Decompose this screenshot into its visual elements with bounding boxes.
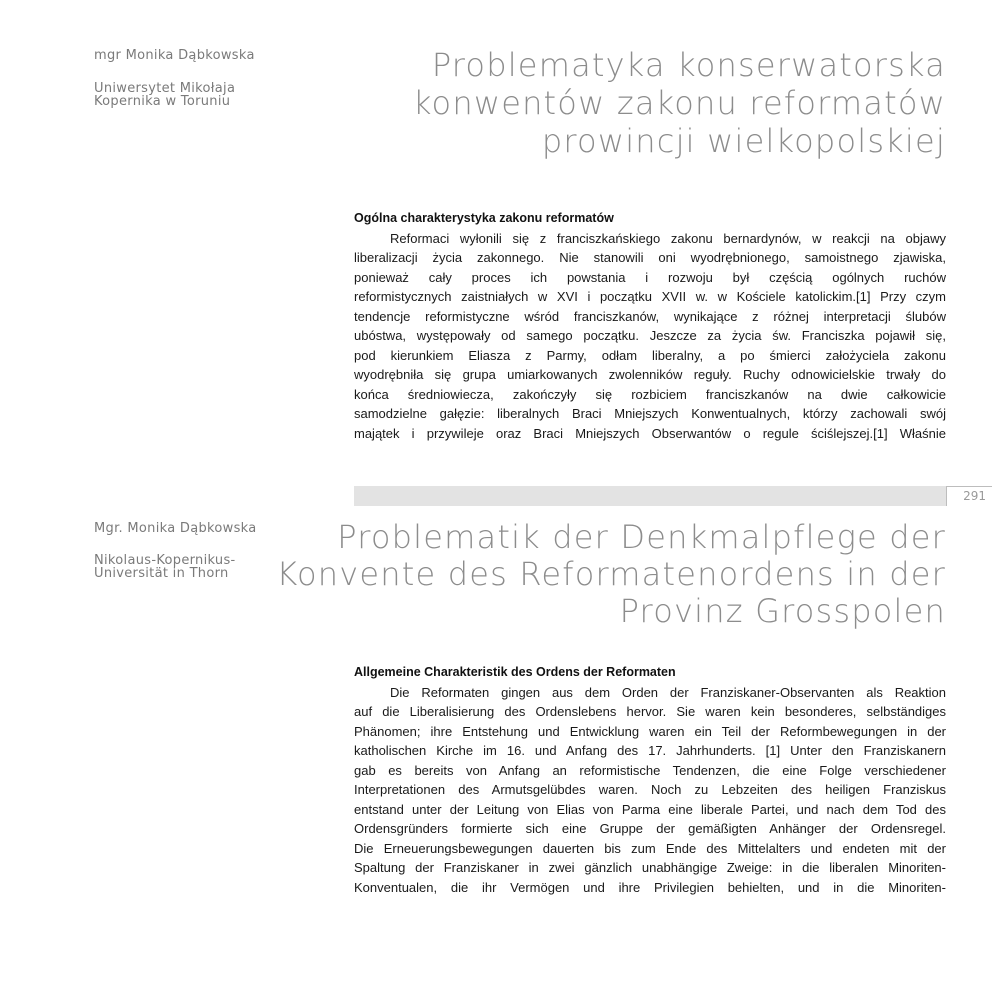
text-line: ubóstwa, występowały od samego początku. Jeszcze za życia św. Franciszka pojawił się, [354, 328, 946, 344]
affiliation-polish-line-2: Kopernika w Toruniu [94, 94, 231, 109]
body-text-german [354, 683, 946, 897]
text-line: Die Erneuerungsbewegungen dauerten bis zum Ende des Mittelalters und endeten mit der [354, 840, 946, 856]
title-german-line-3: Provinz Grosspolen [619, 592, 946, 630]
text-line: pod kierunkiem Eliasza z Parmy, odłam liberalny, a po śmierci założyciela zakonu [354, 347, 946, 363]
title-german-line-1: Problematik der Denkmalpflege der [337, 518, 946, 556]
text-line: samodzielne gałęzie: liberalnych Braci Mniejszych Konwentualnych, którzy zachowali swój [354, 406, 946, 422]
text-line: ponieważ cały proces ich powstania i rozwoju był częścią ogólnych ruchów [354, 269, 946, 285]
text-line: końca średniowiecza, zakończyły się rozbiciem franciszkanów na dwie całkowicie [354, 386, 946, 402]
text-line: Die Reformaten gingen aus dem Orden der Franziskaner-Observanten als Reaktion [390, 685, 946, 700]
text-line: majątek i przywileje oraz Braci Mniejszych Obserwantów o regule ściślejszej.[1] Właśnie [354, 425, 946, 441]
title-german-line-2: Konvente des Reformatenordens in der [276, 555, 946, 593]
text-line: gab es bereits von Anfang an reformistische Tendenzen, die eine Folge verschiedener [354, 762, 946, 778]
title-polish-line-2: konwentów zakonu reformatów [412, 84, 946, 122]
text-line: reformistycznych zaistniałych w XVI i początku XVII w. w Kościele katolickim.[1] Przy czym [354, 289, 946, 305]
section-heading-german: Allgemeine Charakteristik des Ordens der Reformaten [354, 665, 676, 679]
text-line: wyodrębniła się grupa umiarkowanych zwolenników reguły. Ruchy odnowicielskie trwały do [354, 367, 946, 383]
text-line: liberalizacji życia zakonnego. Nie stanowili oni wyodrębnionego, samoistnego zjawiska, [354, 250, 946, 266]
section-heading-polish: Ogólna charakterystyka zakonu reformatów [354, 211, 614, 225]
text-line: Phänomen; ihre Entstehung und Entwicklung waren ein Teil der Reformbewegungen in der [354, 723, 946, 739]
affiliation-german-line-2: Universität in Thorn [94, 566, 229, 581]
affiliation-german-line-1: Nikolaus-Kopernikus- [94, 553, 236, 568]
body-text-polish [354, 229, 946, 443]
text-line: tendencje reformistyczne wśród franciszkanów, wynikające z różnej interpretacji ślubów [354, 308, 946, 324]
text-line: Interpretationen des Armutsgelübdes waren. Noch zu Lebzeiten des heiligen Franziskus [354, 782, 946, 798]
author-name-german: Mgr. Monika Dąbkowska [94, 521, 257, 536]
text-line: auf die Liberalisierung des Ordenslebens hervor. Sie waren kein besonderes, selbständiges [354, 704, 946, 720]
affiliation-polish-line-1: Uniwersytet Mikołaja [94, 81, 236, 96]
text-line: Ordensgründers formierte sich eine Gruppe der gemäßigten Anhänger der Ordensregel. [354, 821, 946, 837]
text-line: Spaltung der Franziskaner in zwei gänzlich unabhängige Zweige: in die liberalen Minoriten- [354, 860, 946, 876]
title-polish-line-1: Problematyka konserwatorska [431, 46, 946, 84]
page-number: 291 [946, 486, 992, 506]
page-divider-bar [354, 486, 946, 506]
title-polish-line-3: prowincji wielkopolskiej [541, 122, 946, 160]
text-line: Reformaci wyłonili się z franciszkańskiego zakonu bernardynów, w reakcji na objawy [390, 231, 946, 246]
author-name-polish: mgr Monika Dąbkowska [94, 48, 255, 63]
text-line: entstand unter der Leitung von Elias von Parma eine liberale Partei, und nach dem Tod des [354, 801, 946, 817]
text-line: Konventualen, die ihr Vermögen und ihre Privilegien behielten, und in die Minoriten- [354, 879, 946, 895]
text-line: katholischen Kirche im 16. und Anfang des 17. Jahrhunderts. [1] Unter den Franziskanern [354, 743, 946, 759]
